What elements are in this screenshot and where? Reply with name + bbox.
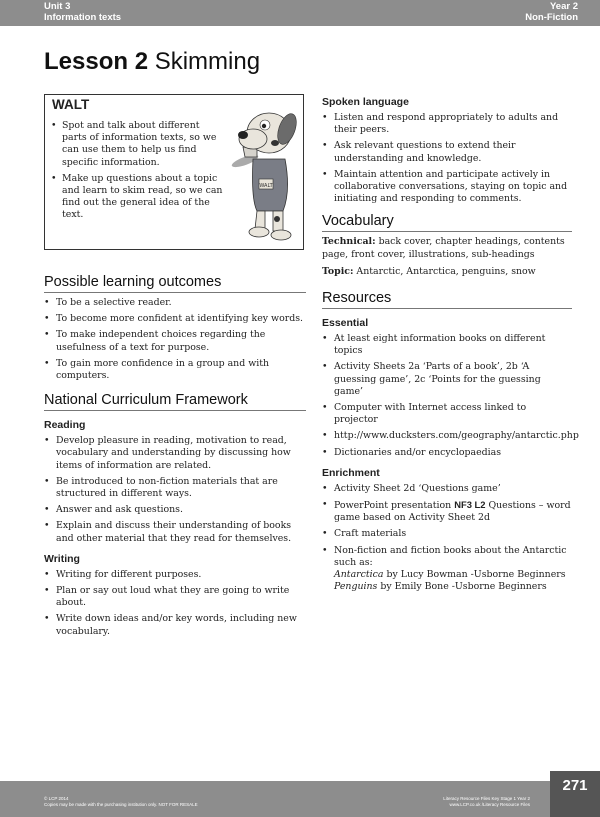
- footer: [0, 777, 600, 817]
- reading-item: • Develop pleasure in reading, motivation to read, vocabulary and understanding by discussing how items of information are related.: [44, 435, 306, 472]
- pp-prefix: PowerPoint presentation: [334, 500, 455, 512]
- resources-heading: Resources: [322, 290, 572, 309]
- walt-item: • Make up questions about a topic and learn to skim read, so we can find out the general idea of the text.: [51, 173, 223, 222]
- spoken-item: • Listen and respond appropriately to adults and their peers.: [322, 112, 572, 136]
- spoken-heading: Spoken language: [322, 96, 409, 108]
- pp-suffix: Questions – word game based on Activity Sheet 2d: [334, 500, 571, 524]
- essential-item: • At least eight information books on different topics: [322, 333, 572, 357]
- pp-code: NF3 L2: [454, 499, 486, 511]
- books-intro: Non-fiction and fiction books about the Antarctic such as:: [334, 544, 567, 568]
- genre-label: Non-Fiction: [525, 12, 578, 23]
- essential-item: • Activity Sheets 2a ‘Parts of a book’, 2b ‘A guessing game’, 2c ‘Points for the guessing game’: [322, 361, 572, 398]
- reading-item: • Be introduced to non-fiction materials that are structured in different ways.: [44, 476, 306, 500]
- lesson-number: Lesson 2: [44, 48, 149, 75]
- walt-item: • Spot and talk about different parts of information texts, so we can use them to help us find specific information.: [51, 120, 223, 169]
- writing-heading: Writing: [44, 552, 80, 565]
- spoken-item: • Maintain attention and participate actively in collaborative conversations, staying on topic and initiating and responding to comments.: [322, 169, 572, 206]
- ncf-heading: National Curriculum Framework: [44, 392, 306, 411]
- vocabulary-topic: [322, 266, 572, 278]
- lesson-topic: Skimming: [154, 48, 261, 75]
- enrichment-heading: Enrichment: [322, 466, 380, 479]
- outcome-item: • To be a selective reader.: [44, 297, 306, 309]
- spoken-item: • Ask relevant questions to extend their understanding and knowledge.: [322, 140, 572, 164]
- dog-mascot-illustration: [213, 99, 303, 245]
- enrichment-item: [322, 499, 572, 524]
- outcome-item: • To gain more confidence in a group and with computers.: [44, 358, 306, 382]
- vocabulary-technical: [322, 236, 572, 260]
- writing-item: • Plan or say out loud what they are going to write about.: [44, 585, 306, 609]
- outcomes-list: [44, 297, 306, 382]
- topic-terms: Antarctic, Antarctica, penguins, snow: [356, 265, 536, 277]
- copy-notice: Copies may be made with the purchasing institution only. NOT FOR RESALE: [44, 802, 198, 807]
- year-label: Year 2: [550, 1, 578, 12]
- essential-item: • http://www.ducksters.com/geography/antarctic.php: [322, 430, 572, 442]
- reading-list: [44, 435, 306, 545]
- writing-list: [44, 569, 306, 638]
- vocabulary-heading: Vocabulary: [322, 213, 572, 232]
- outcome-item: • To become more confident at identifying key words.: [44, 313, 306, 325]
- essential-item: • Dictionaries and/or encyclopaedias: [322, 447, 572, 459]
- reading-heading: Reading: [44, 419, 86, 432]
- reading-item: • Answer and ask questions.: [44, 504, 306, 516]
- essential-heading: Essential: [322, 317, 369, 330]
- enrichment-item: [322, 545, 572, 594]
- book-author: by Lucy Bowman -Usborne Beginners: [383, 569, 566, 581]
- outcome-item: • To make independent choices regarding the usefulness of a text for purpose.: [44, 329, 306, 353]
- essential-list: [322, 333, 579, 459]
- technical-label: Technical:: [322, 236, 376, 248]
- reading-item: • Explain and discuss their understanding of books and other material that they read for themselves.: [44, 520, 306, 544]
- right-column: [322, 96, 579, 597]
- writing-item: • Writing for different purposes.: [44, 569, 306, 581]
- book-title: Penguins: [334, 581, 378, 593]
- walt-badge: WALT: [259, 183, 273, 189]
- essential-item: • Computer with Internet access linked to projector: [322, 402, 572, 426]
- book-author: by Emily Bone -Usborne Beginners: [377, 581, 547, 593]
- enrichment-item: • Activity Sheet 2d ‘Questions game’: [322, 483, 572, 495]
- section-label: Information texts: [44, 12, 122, 23]
- writing-item: • Write down ideas and/or key words, including new vocabulary.: [44, 613, 306, 637]
- enrichment-item: • Craft materials: [322, 528, 572, 540]
- walt-heading: WALT: [52, 97, 90, 112]
- page-number: 271: [550, 771, 600, 817]
- series-name: Literacy Resource Files Key Stage 1 Year 2: [443, 796, 530, 801]
- enrichment-list: [322, 483, 572, 594]
- walt-list: [51, 120, 223, 226]
- unit-label: Unit 3: [44, 1, 71, 12]
- page-title: [44, 48, 260, 76]
- technical-terms: back cover, chapter headings, contents page, front cover, illustrations, sub-headings: [322, 236, 565, 260]
- spoken-list: [322, 112, 572, 205]
- outcomes-heading: Possible learning outcomes: [44, 274, 306, 293]
- book-title: Antarctica: [334, 569, 384, 581]
- topic-label: Topic:: [322, 265, 354, 277]
- copyright: © LCP 2014: [44, 796, 69, 801]
- top-bar: [0, 0, 600, 26]
- publisher-url: www.LCP.co.uk /Literacy Resource Files: [449, 802, 530, 807]
- walt-box: [44, 94, 304, 250]
- left-column: [44, 274, 306, 642]
